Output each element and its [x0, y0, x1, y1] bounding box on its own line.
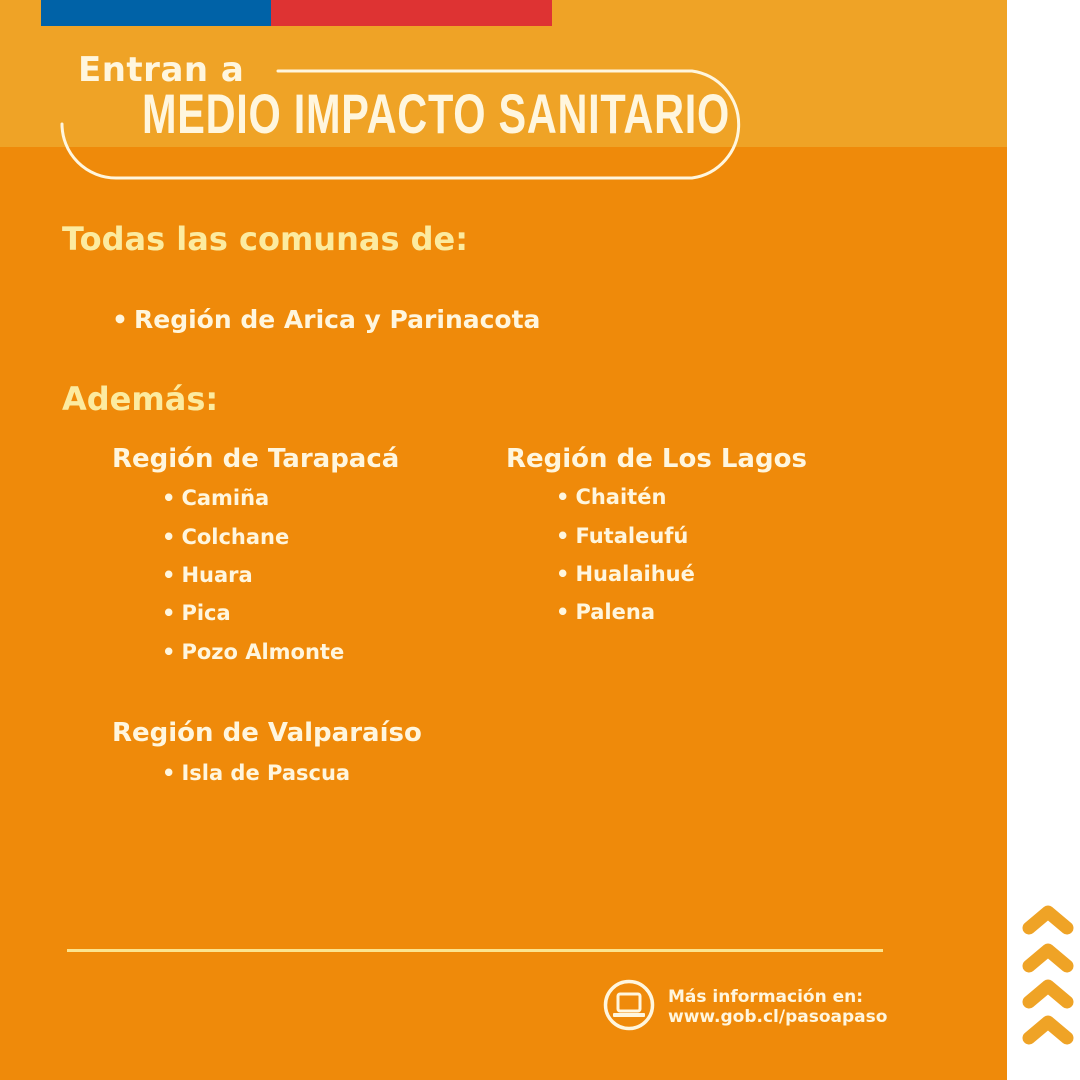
list-item: • Chaitén: [556, 485, 667, 509]
list-item: • Colchane: [162, 525, 290, 549]
list-item: • Futaleufú: [556, 524, 689, 548]
more-info: [668, 987, 887, 1027]
list-item: • Región de Arica y Parinacota: [112, 305, 541, 334]
list-item: • Huara: [162, 563, 253, 587]
region-heading-tarapaca: Región de Tarapacá: [112, 444, 400, 474]
bullet: •: [112, 305, 128, 334]
list-item: • Pozo Almonte: [162, 640, 345, 664]
list-item: • Isla de Pascua: [162, 761, 351, 785]
section-all-heading: Todas las comunas de:: [62, 220, 469, 258]
footer-divider: [67, 949, 883, 952]
section-extra-heading: Además:: [62, 380, 219, 418]
chevron-up-icon-stack: [1020, 902, 1076, 1052]
list-item: • Hualaihué: [556, 562, 695, 586]
region-heading-los-lagos: Región de Los Lagos: [506, 444, 807, 474]
page-title: MEDIO IMPACTO SANITARIO: [142, 82, 730, 145]
more-info-url[interactable]: www.gob.cl/pasoapaso: [668, 1007, 888, 1027]
list-item: • Camiña: [162, 486, 270, 510]
region-heading-valparaiso: Región de Valparaíso: [112, 718, 422, 748]
list-item: • Pica: [162, 601, 231, 625]
list-item: • Palena: [556, 600, 655, 624]
laptop-icon: [603, 979, 655, 1031]
header-kicker: Entran a: [78, 50, 245, 90]
more-info-label: Más información en:: [668, 987, 864, 1007]
